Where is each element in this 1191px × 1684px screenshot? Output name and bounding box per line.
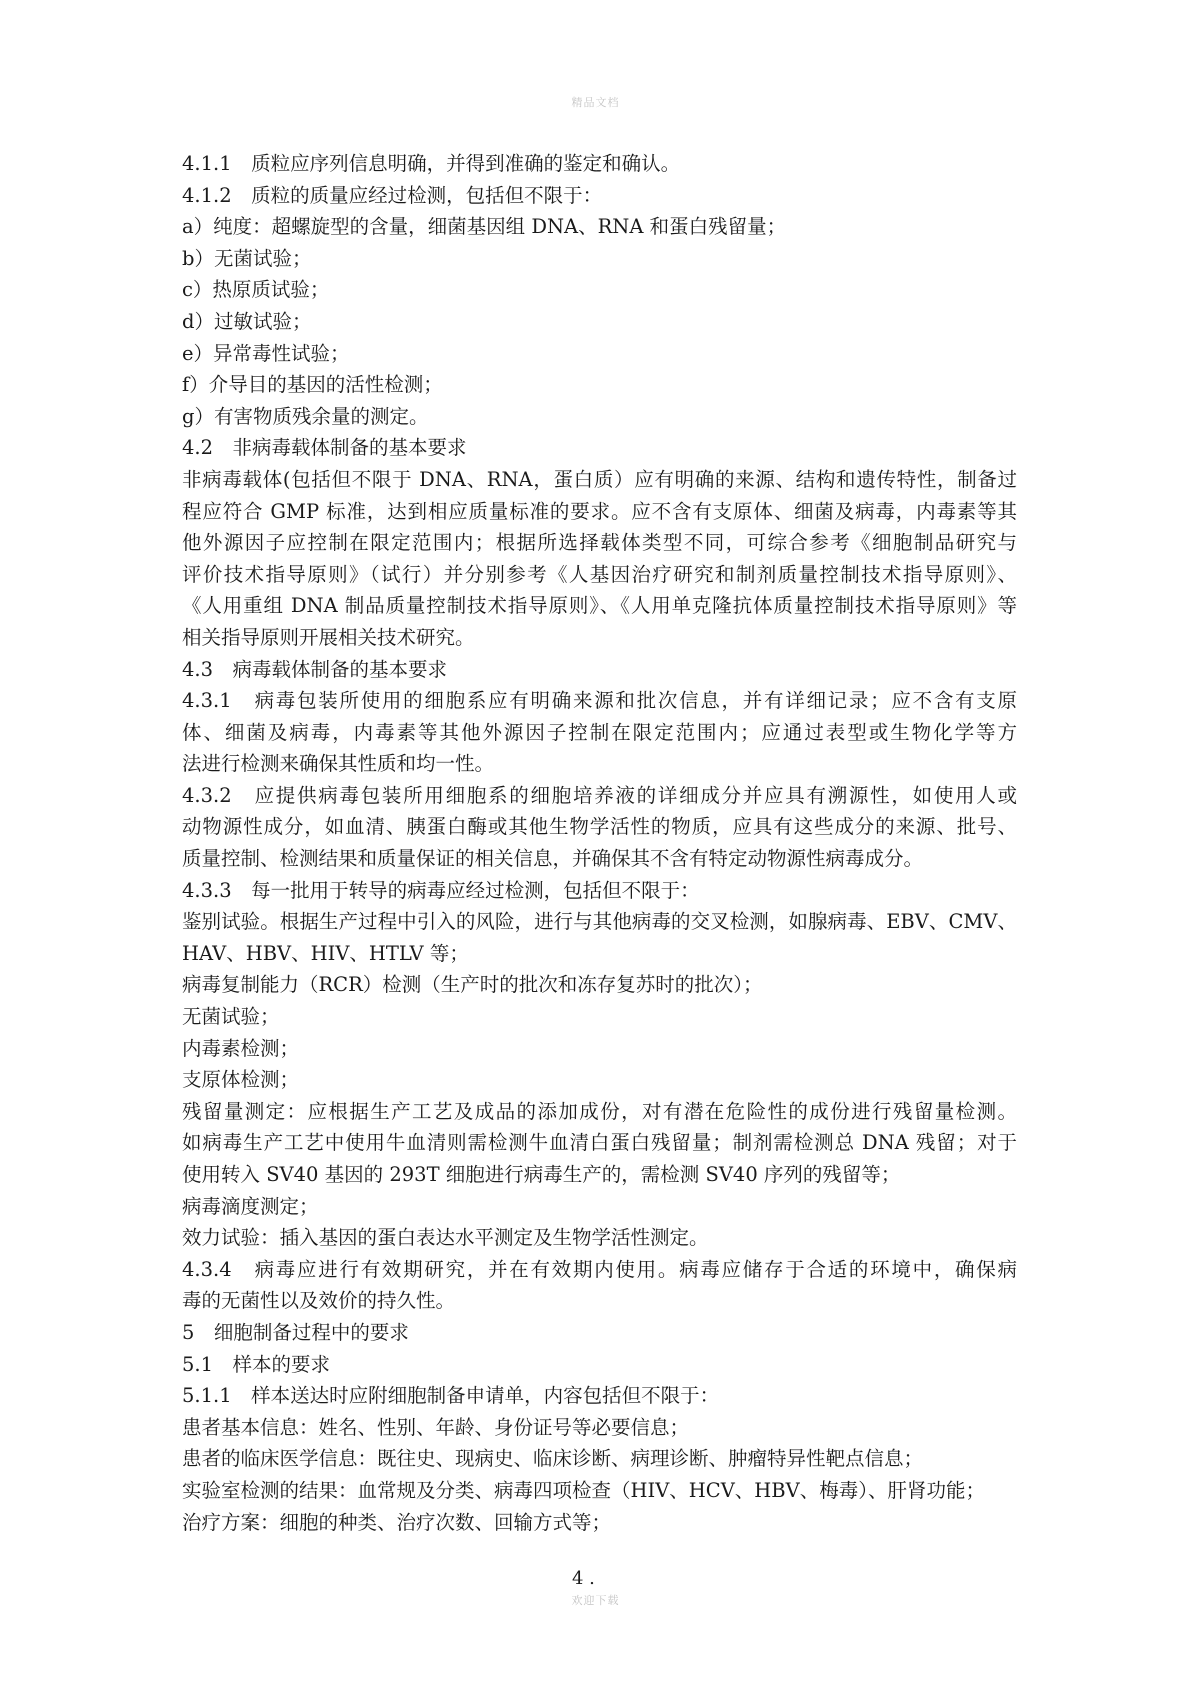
text-line: 残留量测定：应根据生产工艺及成品的添加成份，对有潜在危险性的成份进行残留量检测。: [182, 1099, 1017, 1123]
text-line: 无菌试验；: [182, 1005, 280, 1029]
text-line: e）异常毒性试验；: [182, 341, 350, 365]
text-line: 相关指导原则开展相关技术研究。: [182, 625, 475, 649]
text-line: 4.3 病毒载体制备的基本要求: [182, 657, 448, 681]
text-line: 4.1.1 质粒应序列信息明确，并得到准确的鉴定和确认。: [182, 152, 681, 175]
text-line: 病毒滴度测定；: [182, 1194, 319, 1218]
text-line: 体、细菌及病毒，内毒素等其他外源因子控制在限定范围内；应通过表型或生物化学等方: [182, 720, 1017, 744]
text-line: 内毒素检测；: [182, 1036, 300, 1060]
text-line: 评价技术指导原则》（试行）并分别参考《人基因治疗研究和制剂质量控制技术指导原则》、: [182, 562, 1017, 586]
text-line: 毒的无菌性以及效价的持久性。: [182, 1289, 456, 1313]
text-line: 实验室检测的结果：血常规及分类、病毒四项检查（HIV、HCV、HBV、梅毒）、肝肾功能；: [182, 1478, 985, 1502]
text-line: 4.3.3 每一批用于转导的病毒应经过检测，包括但不限于：: [182, 878, 700, 902]
text-line: c）热原质试验；: [182, 278, 330, 302]
text-line: HAV、HBV、HIV、HTLV 等；: [182, 941, 469, 965]
text-line: 病毒复制能力（RCR）检测（生产时的批次和冻存复苏时的批次）；: [182, 973, 763, 997]
text-line: 程应符合 GMP 标准，达到相应质量标准的要求。应不含有支原体、细菌及病毒，内毒素等其: [182, 499, 1017, 523]
text-line: b）无菌试验；: [182, 246, 312, 270]
text-line: 《人用重组 DNA 制品质量控制技术指导原则》、《人用单克隆抗体质量控制技术指导原则》等: [182, 594, 1017, 618]
text-line: 质量控制、检测结果和质量保证的相关信息，并确保其不含有特定动物源性病毒成分。: [182, 847, 924, 871]
text-line: a）纯度：超螺旋型的含量，细菌基因组 DNA、RNA 和蛋白残留量；: [182, 215, 787, 239]
text-line: d）过敏试验；: [182, 309, 312, 333]
text-line: 4.1.2 质粒的质量应经过检测，包括但不限于：: [182, 183, 603, 207]
text-line: 治疗方案：细胞的种类、治疗次数、回输方式等；: [182, 1510, 612, 1534]
text-line: 4.3.1 病毒包装所使用的细胞系应有明确来源和批次信息，并有详细记录；应不含有支原: [182, 689, 1017, 713]
text-line: 患者基本信息：姓名、性别、年龄、身份证号等必要信息；: [182, 1415, 690, 1439]
page-number: 4 .: [572, 1568, 595, 1589]
text-line: 患者的临床医学信息：既往史、现病史、临床诊断、病理诊断、肿瘤特异性靶点信息；: [182, 1447, 924, 1471]
document-body: [182, 148, 1017, 1538]
text-line: 动物源性成分，如血清、胰蛋白酶或其他生物学活性的物质，应具有这些成分的来源、批号、: [182, 815, 1017, 839]
text-line: 他外源因子应控制在限定范围内；根据所选择载体类型不同，可综合参考《细胞制品研究与: [182, 531, 1017, 555]
text-line: 5.1 样本的要求: [182, 1352, 331, 1376]
text-line: 5 细胞制备过程中的要求: [182, 1320, 409, 1344]
text-line: 支原体检测；: [182, 1068, 300, 1092]
text-line: 使用转入 SV40 基因的 293T 细胞进行病毒生产的，需检测 SV40 序列的残留等；: [182, 1163, 901, 1186]
header-watermark: 精品文档: [571, 96, 620, 109]
text-line: 5.1.1 样本送达时应附细胞制备申请单，内容包括但不限于：: [182, 1384, 720, 1408]
text-line: 非病毒载体(包括但不限于 DNA、RNA，蛋白质）应有明确的来源、结构和遗传特性，制备过: [182, 467, 1017, 491]
text-line: g）有害物质残余量的测定。: [182, 404, 429, 428]
text-line: f）介导目的基因的活性检测；: [182, 373, 443, 397]
text-line: 4.3.4 病毒应进行有效期研究，并在有效期内使用。病毒应储存于合适的环境中，确保病: [182, 1257, 1017, 1281]
text-line: 效力试验：插入基因的蛋白表达水平测定及生物学活性测定。: [182, 1226, 709, 1250]
text-line: 鉴别试验。根据生产过程中引入的风险，进行与其他病毒的交叉检测，如腺病毒、EBV、CMV、: [182, 910, 1017, 934]
text-line: 4.3.2 应提供病毒包装所用细胞系的细胞培养液的详细成分并应具有溯源性，如使用人或: [182, 783, 1017, 807]
text-line: 4.2 非病毒载体制备的基本要求: [182, 436, 467, 460]
footer-watermark: 欢迎下载: [571, 1594, 620, 1607]
text-line: 法进行检测来确保其性质和均一性。: [182, 752, 495, 776]
text-line: 如病毒生产工艺中使用牛血清则需检测牛血清白蛋白残留量；制剂需检测总 DNA 残留；对于: [182, 1131, 1017, 1155]
